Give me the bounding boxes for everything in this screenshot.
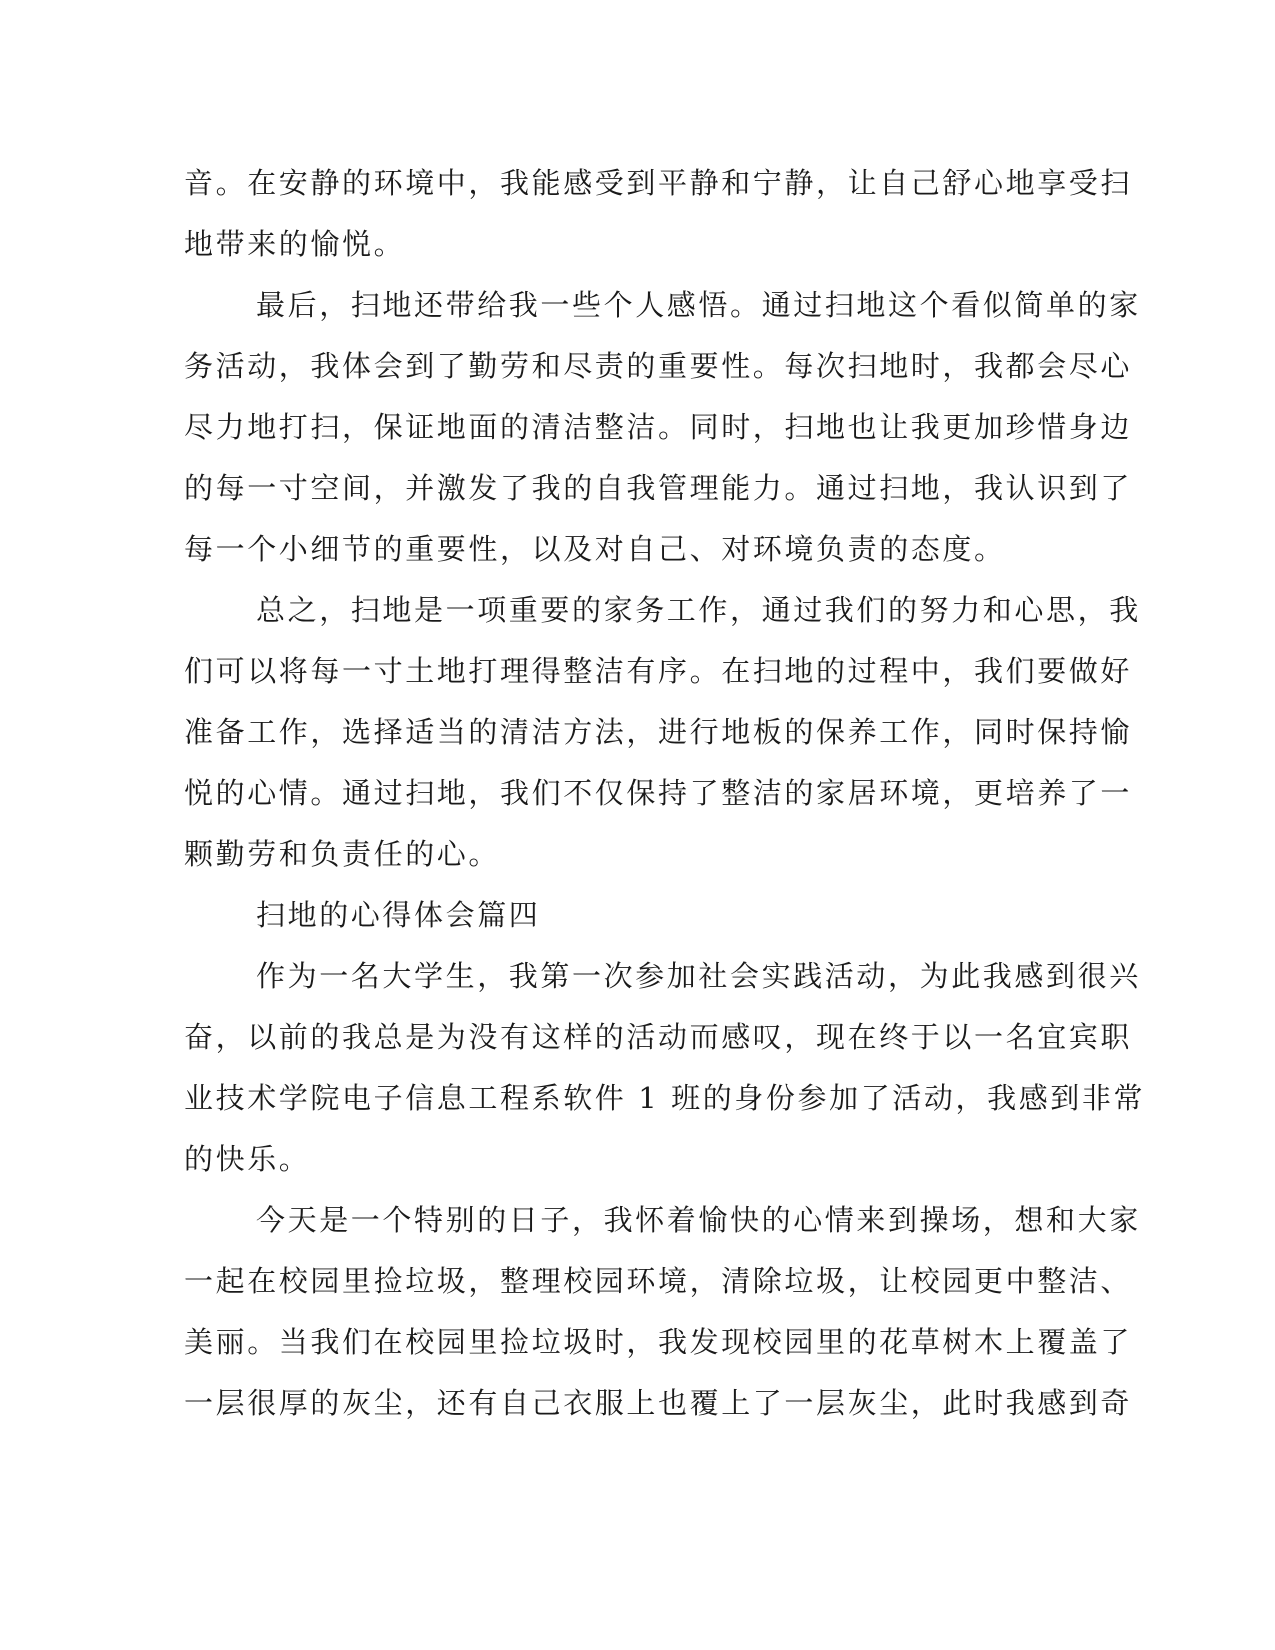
text-line: 每一个小细节的重要性，以及对自己、对环境负责的态度。 [184,532,1006,566]
paragraph-first-line: 最后，扫地还带给我一些个人感悟。通过扫地这个看似简单的家 [256,288,1141,322]
text-line: 一起在校园里捡垃圾，整理校园环境，清除垃圾，让校园更中整洁、 [184,1264,1133,1298]
text-line: 美丽。当我们在校园里捡垃圾时，我发现校园里的花草树木上覆盖了 [184,1325,1133,1359]
text-line: 务活动，我体会到了勤劳和尽责的重要性。每次扫地时，我都会尽心 [184,349,1133,383]
text-line: 悦的心情。通过扫地，我们不仅保持了整洁的家居环境，更培养了一 [184,776,1133,810]
text-line: 准备工作，选择适当的清洁方法，进行地板的保养工作，同时保持愉 [184,715,1133,749]
text-line: 一层很厚的灰尘，还有自己衣服上也覆上了一层灰尘，此时我感到奇 [184,1386,1133,1420]
text-line: 的快乐。 [184,1142,311,1176]
text-line: 的每一寸空间，并激发了我的自我管理能力。通过扫地，我认识到了 [184,471,1133,505]
document-body [184,158,1146,1439]
text-line: 们可以将每一寸土地打理得整洁有序。在扫地的过程中，我们要做好 [184,654,1133,688]
paragraph-first-line: 总之，扫地是一项重要的家务工作，通过我们的努力和心思，我 [256,593,1141,627]
text-line: 奋，以前的我总是为没有这样的活动而感叹，现在终于以一名宜宾职 [184,1020,1133,1054]
section-heading: 扫地的心得体会篇四 [256,898,541,932]
text-line: 音。在安静的环境中，我能感受到平静和宁静，让自己舒心地享受扫 [184,166,1133,200]
text-line: 尽力地打扫，保证地面的清洁整洁。同时，扫地也让我更加珍惜身边 [184,410,1133,444]
text-line: 颗勤劳和负责任的心。 [184,837,501,871]
text-line: 业技术学院电子信息工程系软件 1 班的身份参加了活动，我感到非常 [184,1081,1146,1115]
paragraph-first-line: 今天是一个特别的日子，我怀着愉快的心情来到操场，想和大家 [256,1203,1141,1237]
text-line: 地带来的愉悦。 [184,227,406,261]
paragraph-first-line: 作为一名大学生，我第一次参加社会实践活动，为此我感到很兴 [256,959,1141,993]
